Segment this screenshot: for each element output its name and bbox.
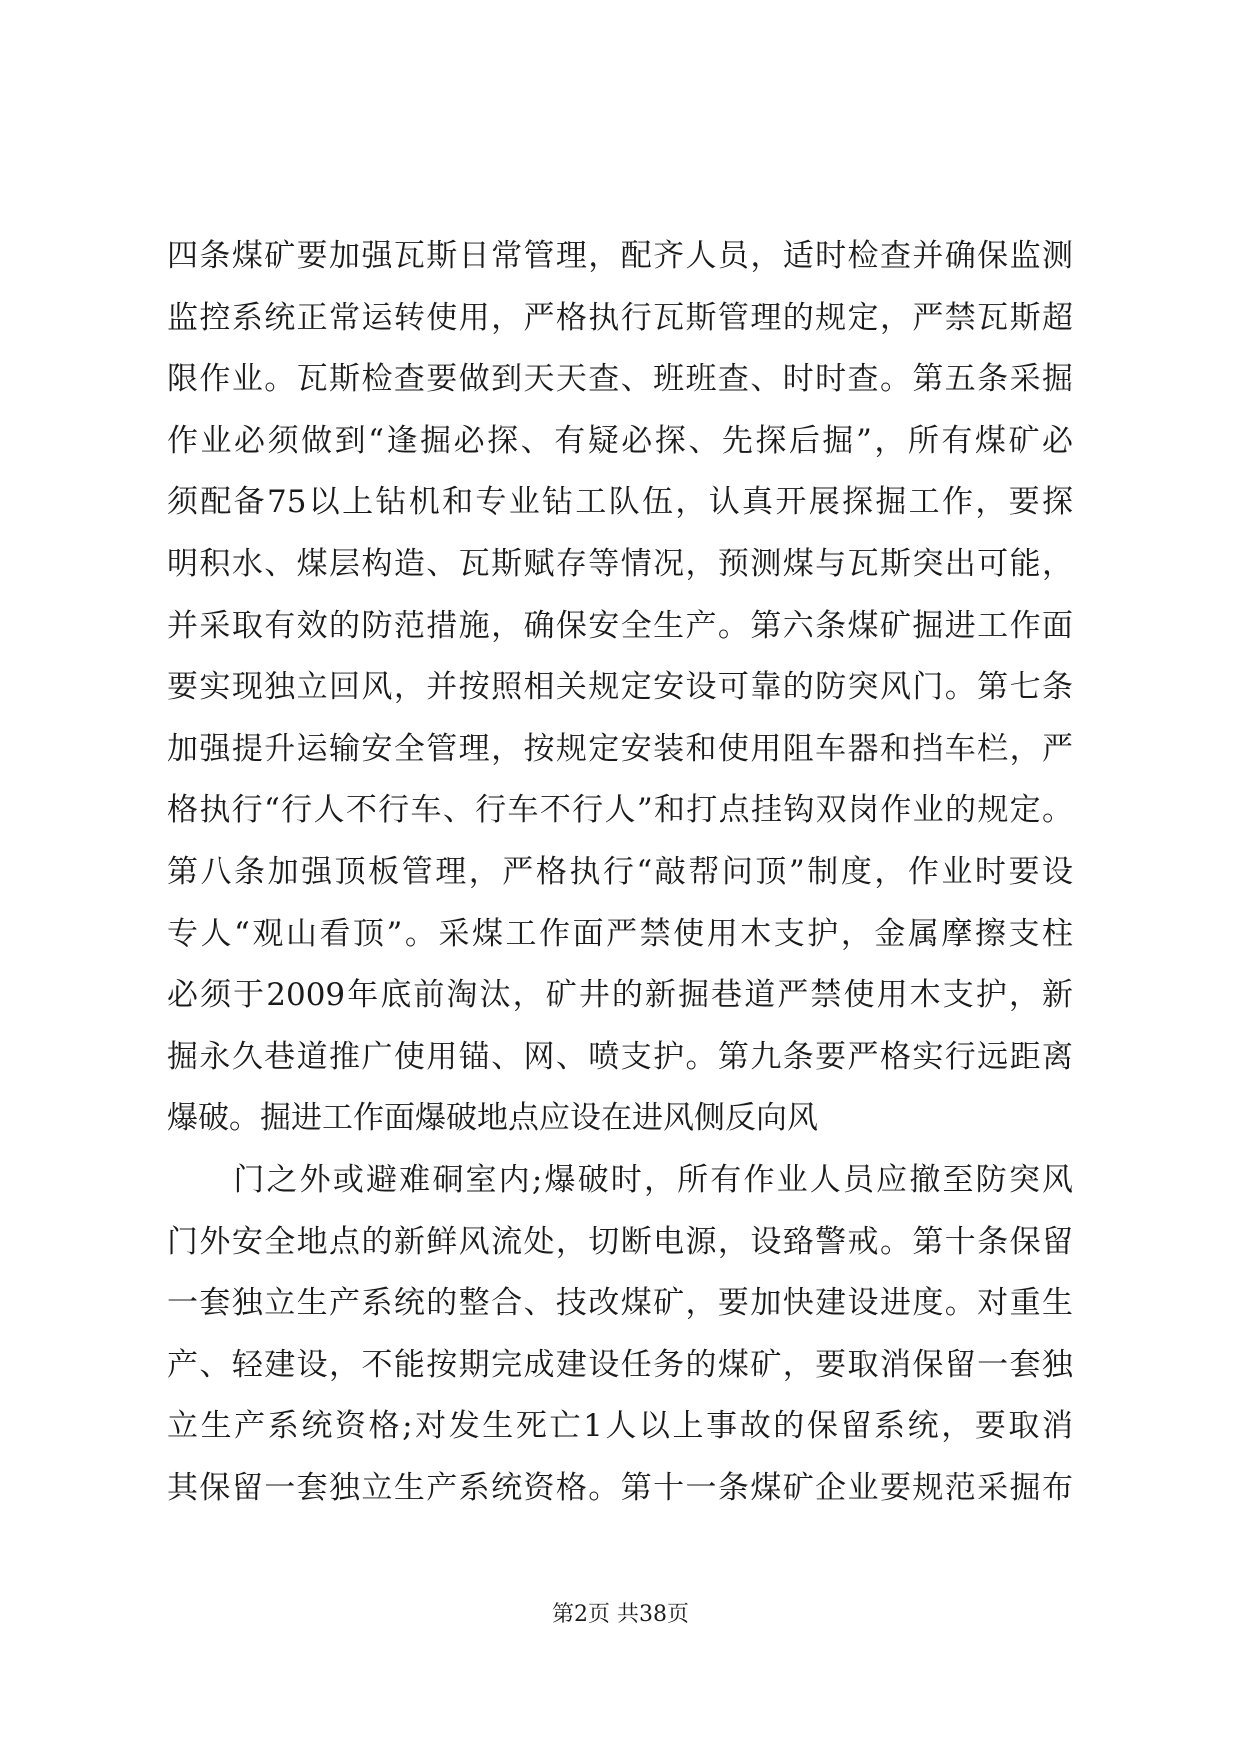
body-text xyxy=(167,226,1073,1519)
paragraph-2 xyxy=(167,1150,1073,1520)
paragraph-1 xyxy=(167,226,1073,1150)
text-line: 爆破。掘进工作面爆破地点应设在进风侧反向风 xyxy=(167,1100,818,1137)
page-number: 第2页 共38页 xyxy=(552,1602,689,1627)
text-line: 掘永久巷道推广使用锚、网、喷支护。第九条要严格实行远距离 xyxy=(167,1038,1073,1075)
text-line: 监控系统正常运转使用，严格执行瓦斯管理的规定，严禁瓦斯超 xyxy=(167,299,1073,336)
text-line: 须配备75以上钻机和专业钻工队伍，认真开展探掘工作，要探 xyxy=(167,484,1073,521)
text-line: 四条煤矿要加强瓦斯日常管理，配齐人员，适时检查并确保监测 xyxy=(167,238,1073,274)
text-line: 其保留一套独立生产系统资格。第十一条煤矿企业要规范采掘布 xyxy=(167,1469,1073,1506)
text-line: 作业必须做到“逢掘必探、有疑必探、先探后掘”，所有煤矿必 xyxy=(167,422,1073,459)
text-line: 明积水、煤层构造、瓦斯赋存等情况，预测煤与瓦斯突出可能， xyxy=(167,545,1073,582)
text-line: 一套独立生产系统的整合、技改煤矿，要加快建设进度。对重生 xyxy=(167,1285,1073,1322)
text-line: 并采取有效的防范措施，确保安全生产。第六条煤矿掘进工作面 xyxy=(167,607,1073,644)
text-line: 格执行“行人不行车、行车不行人”和打点挂钩双岗作业的规定。 xyxy=(167,792,1073,829)
text-line: 立生产系统资格;对发生死亡1人以上事故的保留系统，要取消 xyxy=(167,1408,1073,1445)
text-line: 必须于2009年底前淘汰，矿井的新掘巷道严禁使用木支护，新 xyxy=(167,977,1073,1014)
text-line: 限作业。瓦斯检查要做到天天查、班班查、时时查。第五条采掘 xyxy=(167,361,1073,398)
text-line: 专人“观山看顶”。采煤工作面严禁使用木支护，金属摩擦支柱 xyxy=(167,915,1073,952)
text-line: 要实现独立回风，并按照相关规定安设可靠的防突风门。第七条 xyxy=(167,669,1073,706)
page-footer xyxy=(0,1600,1241,1630)
text-line: 门之外或避难硐室内;爆破时，所有作业人员应撤至防突风 xyxy=(167,1161,1073,1198)
text-line: 门外安全地点的新鲜风流处，切断电源，设臵警戒。第十条保留 xyxy=(167,1223,1073,1260)
text-line: 加强提升运输安全管理，按规定安装和使用阻车器和挡车栏，严 xyxy=(167,730,1073,767)
text-line: 第八条加强顶板管理，严格执行“敲帮问顶”制度，作业时要设 xyxy=(167,853,1073,890)
text-line: 产、轻建设，不能按期完成建设任务的煤矿，要取消保留一套独 xyxy=(167,1346,1073,1383)
